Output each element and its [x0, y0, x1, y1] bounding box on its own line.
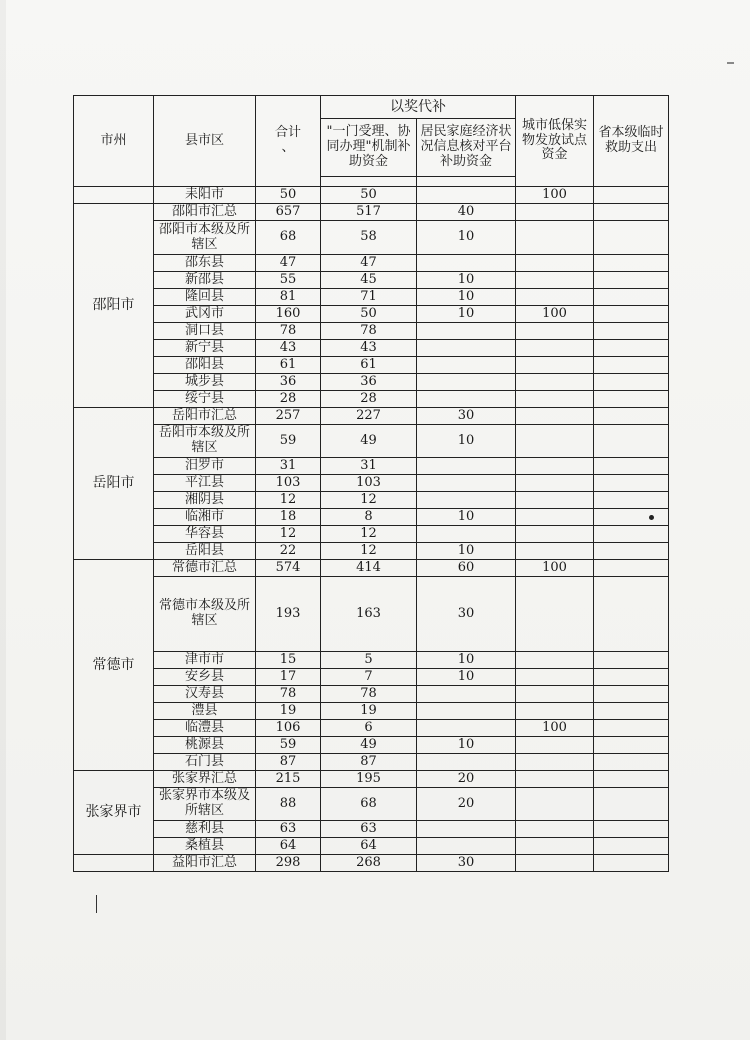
total-cell: 68 — [256, 221, 321, 255]
temp-relief-cell — [594, 652, 669, 669]
low-income-pilot-cell — [516, 669, 594, 686]
verification-platform-fund-cell — [417, 374, 516, 391]
temp-relief-cell — [594, 771, 669, 788]
total-cell: 47 — [256, 255, 321, 272]
verification-platform-fund-cell: 10 — [417, 221, 516, 255]
low-income-pilot-cell: 100 — [516, 720, 594, 737]
total-cell: 63 — [256, 821, 321, 838]
temp-relief-cell — [594, 255, 669, 272]
verification-platform-fund-cell — [417, 391, 516, 408]
county-cell: 武冈市 — [154, 306, 256, 323]
low-income-pilot-cell — [516, 272, 594, 289]
total-cell: 19 — [256, 703, 321, 720]
total-cell: 28 — [256, 391, 321, 408]
verification-platform-fund-cell: 10 — [417, 509, 516, 526]
temp-relief-cell — [594, 458, 669, 475]
total-cell: 106 — [256, 720, 321, 737]
county-cell: 邵阳市本级及所辖区 — [154, 221, 256, 255]
verification-platform-fund-cell: 60 — [417, 560, 516, 577]
county-cell: 华容县 — [154, 526, 256, 543]
county-cell: 益阳市汇总 — [154, 855, 256, 872]
table-row — [74, 855, 669, 872]
verification-platform-fund-cell — [417, 255, 516, 272]
county-cell: 岳阳县 — [154, 543, 256, 560]
temp-relief-cell — [594, 821, 669, 838]
table-row — [74, 703, 669, 720]
low-income-pilot-cell — [516, 492, 594, 509]
low-income-pilot-cell — [516, 475, 594, 492]
low-income-pilot-cell — [516, 221, 594, 255]
city-cell: 张家界市 — [74, 771, 154, 855]
header-reward-group: 以奖代补 — [321, 96, 516, 119]
page-edge-shadow — [0, 0, 6, 1040]
temp-relief-cell — [594, 340, 669, 357]
county-cell: 隆回县 — [154, 289, 256, 306]
header-verification-platform-fund: 居民家庭经济状况信息核对平台补助资金 — [417, 119, 516, 177]
low-income-pilot-cell — [516, 652, 594, 669]
total-cell: 574 — [256, 560, 321, 577]
low-income-pilot-cell — [516, 771, 594, 788]
verification-platform-fund-cell — [417, 492, 516, 509]
total-cell: 103 — [256, 475, 321, 492]
one-window-fund-cell: 8 — [321, 509, 417, 526]
one-window-fund-cell: 19 — [321, 703, 417, 720]
total-cell: 59 — [256, 425, 321, 458]
verification-platform-fund-cell: 10 — [417, 652, 516, 669]
table-row — [74, 771, 669, 788]
low-income-pilot-cell — [516, 374, 594, 391]
verification-platform-fund-cell: 10 — [417, 669, 516, 686]
temp-relief-cell — [594, 686, 669, 703]
table-row — [74, 652, 669, 669]
table-row — [74, 187, 669, 204]
table-row — [74, 526, 669, 543]
verification-platform-fund-cell — [417, 686, 516, 703]
county-cell: 洞口县 — [154, 323, 256, 340]
temp-relief-cell — [594, 289, 669, 306]
low-income-pilot-cell — [516, 425, 594, 458]
verification-platform-fund-cell: 30 — [417, 577, 516, 652]
one-window-fund-cell: 195 — [321, 771, 417, 788]
temp-relief-cell — [594, 475, 669, 492]
table-row — [74, 255, 669, 272]
verification-platform-fund-cell: 10 — [417, 737, 516, 754]
low-income-pilot-cell: 100 — [516, 306, 594, 323]
one-window-fund-cell: 78 — [321, 323, 417, 340]
low-income-pilot-cell — [516, 289, 594, 306]
temp-relief-cell — [594, 720, 669, 737]
total-cell: 55 — [256, 272, 321, 289]
temp-relief-cell — [594, 788, 669, 821]
table-tail-line — [96, 895, 97, 913]
one-window-fund-cell: 163 — [321, 577, 417, 652]
header-total — [256, 96, 321, 187]
low-income-pilot-cell — [516, 703, 594, 720]
scan-mark — [727, 62, 734, 64]
one-window-fund-cell: 50 — [321, 306, 417, 323]
low-income-pilot-cell — [516, 323, 594, 340]
temp-relief-cell — [594, 425, 669, 458]
table-row — [74, 221, 669, 255]
one-window-fund-cell: 63 — [321, 821, 417, 838]
total-cell: 78 — [256, 686, 321, 703]
verification-platform-fund-cell: 20 — [417, 788, 516, 821]
low-income-pilot-cell — [516, 838, 594, 855]
county-cell: 城步县 — [154, 374, 256, 391]
low-income-pilot-cell — [516, 788, 594, 821]
table-row — [74, 306, 669, 323]
temp-relief-cell — [594, 391, 669, 408]
county-cell: 绥宁县 — [154, 391, 256, 408]
one-window-fund-cell: 31 — [321, 458, 417, 475]
county-cell: 汉寿县 — [154, 686, 256, 703]
temp-relief-cell — [594, 560, 669, 577]
total-cell: 22 — [256, 543, 321, 560]
total-cell: 657 — [256, 204, 321, 221]
verification-platform-fund-cell: 40 — [417, 204, 516, 221]
ink-dot — [649, 515, 654, 520]
temp-relief-cell — [594, 272, 669, 289]
table-row — [74, 323, 669, 340]
temp-relief-cell — [594, 669, 669, 686]
verification-platform-fund-cell — [417, 703, 516, 720]
table-row — [74, 357, 669, 374]
temp-relief-cell — [594, 855, 669, 872]
county-cell: 澧县 — [154, 703, 256, 720]
funding-table — [73, 95, 669, 872]
one-window-fund-cell: 49 — [321, 425, 417, 458]
verification-platform-fund-cell: 30 — [417, 408, 516, 425]
city-cell: 邵阳市 — [74, 204, 154, 408]
county-cell: 湘阴县 — [154, 492, 256, 509]
city-cell: 常德市 — [74, 560, 154, 771]
low-income-pilot-cell — [516, 754, 594, 771]
verification-platform-fund-cell — [417, 340, 516, 357]
table-row — [74, 560, 669, 577]
total-cell: 31 — [256, 458, 321, 475]
temp-relief-cell — [594, 306, 669, 323]
table-row — [74, 821, 669, 838]
temp-relief-cell — [594, 357, 669, 374]
one-window-fund-cell: 50 — [321, 187, 417, 204]
table-row — [74, 669, 669, 686]
temp-relief-cell — [594, 509, 669, 526]
county-cell: 临湘市 — [154, 509, 256, 526]
one-window-fund-cell: 227 — [321, 408, 417, 425]
total-cell: 50 — [256, 187, 321, 204]
table-row — [74, 686, 669, 703]
total-cell: 12 — [256, 526, 321, 543]
low-income-pilot-cell: 100 — [516, 560, 594, 577]
total-cell: 64 — [256, 838, 321, 855]
county-cell: 邵东县 — [154, 255, 256, 272]
total-cell: 298 — [256, 855, 321, 872]
low-income-pilot-cell — [516, 357, 594, 374]
table-row — [74, 543, 669, 560]
header-low-income-pilot: 城市低保实物发放试点资金 — [516, 96, 594, 187]
one-window-fund-cell: 6 — [321, 720, 417, 737]
total-cell: 160 — [256, 306, 321, 323]
county-cell: 临澧县 — [154, 720, 256, 737]
table-row — [74, 374, 669, 391]
county-cell: 岳阳市本级及所辖区 — [154, 425, 256, 458]
table-row — [74, 720, 669, 737]
table-row — [74, 754, 669, 771]
table-row — [74, 492, 669, 509]
temp-relief-cell — [594, 703, 669, 720]
low-income-pilot-cell — [516, 408, 594, 425]
verification-platform-fund-cell: 10 — [417, 272, 516, 289]
table-row — [74, 838, 669, 855]
temp-relief-cell — [594, 374, 669, 391]
county-cell: 张家界汇总 — [154, 771, 256, 788]
verification-platform-fund-cell — [417, 187, 516, 204]
one-window-fund-cell: 58 — [321, 221, 417, 255]
header-spacer-cell — [321, 177, 417, 187]
header-spacer-cell — [417, 177, 516, 187]
temp-relief-cell — [594, 221, 669, 255]
one-window-fund-cell: 43 — [321, 340, 417, 357]
verification-platform-fund-cell: 10 — [417, 425, 516, 458]
county-cell: 新宁县 — [154, 340, 256, 357]
low-income-pilot-cell — [516, 737, 594, 754]
low-income-pilot-cell — [516, 821, 594, 838]
one-window-fund-cell: 71 — [321, 289, 417, 306]
one-window-fund-cell: 12 — [321, 492, 417, 509]
city-cell-empty — [74, 187, 154, 204]
total-cell: 88 — [256, 788, 321, 821]
table-row — [74, 289, 669, 306]
verification-platform-fund-cell — [417, 720, 516, 737]
verification-platform-fund-cell — [417, 475, 516, 492]
low-income-pilot-cell — [516, 543, 594, 560]
verification-platform-fund-cell: 10 — [417, 306, 516, 323]
verification-platform-fund-cell: 30 — [417, 855, 516, 872]
city-cell-empty — [74, 855, 154, 872]
low-income-pilot-cell — [516, 204, 594, 221]
county-cell: 津市市 — [154, 652, 256, 669]
one-window-fund-cell: 7 — [321, 669, 417, 686]
verification-platform-fund-cell — [417, 458, 516, 475]
low-income-pilot-cell — [516, 391, 594, 408]
county-cell: 常德市汇总 — [154, 560, 256, 577]
temp-relief-cell — [594, 323, 669, 340]
low-income-pilot-cell — [516, 526, 594, 543]
one-window-fund-cell: 517 — [321, 204, 417, 221]
temp-relief-cell — [594, 754, 669, 771]
header-city: 市州 — [74, 96, 154, 187]
total-cell: 15 — [256, 652, 321, 669]
verification-platform-fund-cell — [417, 838, 516, 855]
one-window-fund-cell: 47 — [321, 255, 417, 272]
one-window-fund-cell: 12 — [321, 526, 417, 543]
county-cell: 安乡县 — [154, 669, 256, 686]
table-row — [74, 509, 669, 526]
one-window-fund-cell: 268 — [321, 855, 417, 872]
temp-relief-cell — [594, 408, 669, 425]
verification-platform-fund-cell — [417, 526, 516, 543]
total-cell: 78 — [256, 323, 321, 340]
one-window-fund-cell: 87 — [321, 754, 417, 771]
table-row — [74, 425, 669, 458]
temp-relief-cell — [594, 204, 669, 221]
table-row — [74, 737, 669, 754]
county-cell: 慈利县 — [154, 821, 256, 838]
total-cell: 18 — [256, 509, 321, 526]
verification-platform-fund-cell: 20 — [417, 771, 516, 788]
total-cell: 36 — [256, 374, 321, 391]
total-cell: 215 — [256, 771, 321, 788]
one-window-fund-cell: 45 — [321, 272, 417, 289]
city-cell: 岳阳市 — [74, 408, 154, 560]
total-cell: 257 — [256, 408, 321, 425]
header-county: 县市区 — [154, 96, 256, 187]
one-window-fund-cell: 103 — [321, 475, 417, 492]
verification-platform-fund-cell — [417, 323, 516, 340]
low-income-pilot-cell — [516, 509, 594, 526]
table-row — [74, 408, 669, 425]
table-row — [74, 577, 669, 652]
table-row — [74, 475, 669, 492]
county-cell: 平江县 — [154, 475, 256, 492]
total-cell: 81 — [256, 289, 321, 306]
table-row — [74, 272, 669, 289]
temp-relief-cell — [594, 526, 669, 543]
table-row — [74, 391, 669, 408]
one-window-fund-cell: 28 — [321, 391, 417, 408]
header-one-window-fund: "一门受理、协同办理"机制补助资金 — [321, 119, 417, 177]
temp-relief-cell — [594, 577, 669, 652]
total-cell: 193 — [256, 577, 321, 652]
one-window-fund-cell: 78 — [321, 686, 417, 703]
county-cell: 张家界市本级及所辖区 — [154, 788, 256, 821]
verification-platform-fund-cell — [417, 754, 516, 771]
county-cell: 邵阳市汇总 — [154, 204, 256, 221]
county-cell: 岳阳市汇总 — [154, 408, 256, 425]
header-temp-relief: 省本级临时救助支出 — [594, 96, 669, 187]
one-window-fund-cell: 64 — [321, 838, 417, 855]
temp-relief-cell — [594, 737, 669, 754]
county-cell: 新邵县 — [154, 272, 256, 289]
header-total-label: 合计 — [274, 125, 301, 141]
one-window-fund-cell: 61 — [321, 357, 417, 374]
low-income-pilot-cell — [516, 686, 594, 703]
temp-relief-cell — [594, 543, 669, 560]
county-cell: 耒阳市 — [154, 187, 256, 204]
one-window-fund-cell: 5 — [321, 652, 417, 669]
verification-platform-fund-cell: 10 — [417, 289, 516, 306]
county-cell: 石门县 — [154, 754, 256, 771]
low-income-pilot-cell — [516, 340, 594, 357]
total-cell: 43 — [256, 340, 321, 357]
one-window-fund-cell: 414 — [321, 560, 417, 577]
total-cell: 61 — [256, 357, 321, 374]
one-window-fund-cell: 12 — [321, 543, 417, 560]
table-row — [74, 788, 669, 821]
verification-platform-fund-cell: 10 — [417, 543, 516, 560]
low-income-pilot-cell — [516, 255, 594, 272]
low-income-pilot-cell — [516, 855, 594, 872]
table-row — [74, 340, 669, 357]
table-row — [74, 204, 669, 221]
low-income-pilot-cell — [516, 458, 594, 475]
table-row — [74, 458, 669, 475]
county-cell: 邵阳县 — [154, 357, 256, 374]
temp-relief-cell — [594, 187, 669, 204]
header-total-mark: 、 — [281, 140, 295, 155]
total-cell: 17 — [256, 669, 321, 686]
low-income-pilot-cell: 100 — [516, 187, 594, 204]
temp-relief-cell — [594, 492, 669, 509]
temp-relief-cell — [594, 838, 669, 855]
county-cell: 桑植县 — [154, 838, 256, 855]
verification-platform-fund-cell — [417, 357, 516, 374]
one-window-fund-cell: 49 — [321, 737, 417, 754]
low-income-pilot-cell — [516, 577, 594, 652]
total-cell: 59 — [256, 737, 321, 754]
total-cell: 87 — [256, 754, 321, 771]
total-cell: 12 — [256, 492, 321, 509]
county-cell: 常德市本级及所辖区 — [154, 577, 256, 652]
county-cell: 汨罗市 — [154, 458, 256, 475]
verification-platform-fund-cell — [417, 821, 516, 838]
one-window-fund-cell: 36 — [321, 374, 417, 391]
county-cell: 桃源县 — [154, 737, 256, 754]
one-window-fund-cell: 68 — [321, 788, 417, 821]
